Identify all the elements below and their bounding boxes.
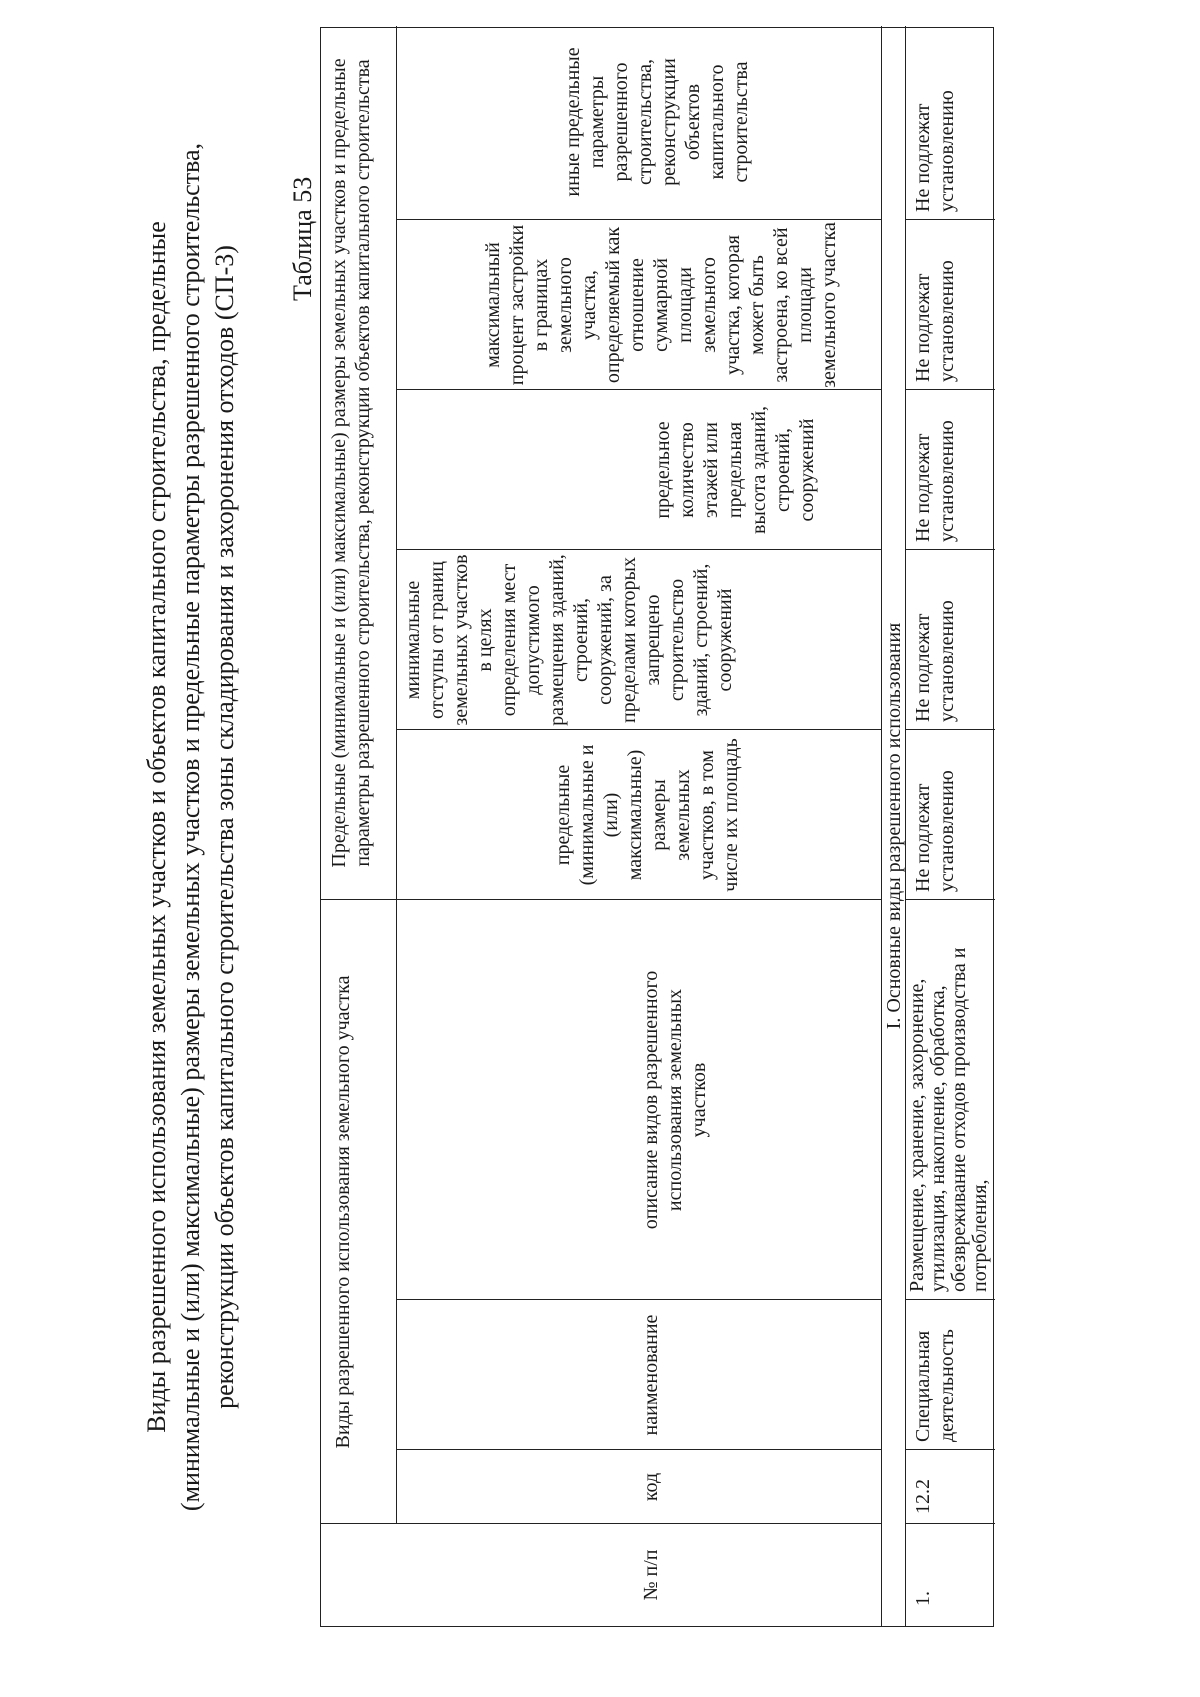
col-line-6b (905, 549, 995, 550)
col-line-5 (396, 729, 881, 730)
row-size: Не подлежат установлению (912, 770, 958, 892)
row-name: Специальная деятельность (912, 1329, 958, 1442)
section-title: I. Основные виды разрешенного использования (883, 622, 905, 1030)
title-line-2: (минимальные и (или) максимальные) размеры земельных участков и предельные параметры разрешенного строительства, (176, 142, 205, 1512)
header-param-floors: предельное количество этажей или предельная высота зданий, строений, сооружений (652, 405, 818, 535)
col-line-2 (396, 1449, 881, 1450)
title-line-1: Виды разрешенного использования земельных участков и объектов капитального строительства, предельные (142, 221, 171, 1433)
vri-group-line (396, 900, 397, 1524)
header-param-other: иные предельные параметры разрешенного строительства, реконструкции объектов капитального строительства (562, 47, 752, 197)
zoning-table (320, 27, 994, 1627)
header-param-size: предельные (минимальные и (или) максимальные) размеры земельных участков, в том числе их площадь (552, 738, 742, 892)
col-line-3b (905, 1299, 995, 1300)
col-line-1 (321, 1523, 881, 1524)
header-num: № п/п (640, 1549, 662, 1601)
col-line-8 (396, 219, 881, 220)
col-line-2b (905, 1449, 995, 1450)
col-line-5b (905, 729, 995, 730)
header-params-group: Предельные (минимальные и (или) максимальные) размеры земельных участков и предельные параметры разрешенного строительства, реконструкции объектов капитального строительства (328, 58, 374, 868)
header-param-coverage: максимальный процент застройки в границах земельного участка, определяемый как отношение суммарной площади земельного участка, которая может быть застроена, ко всей площади земельного участка (482, 222, 840, 388)
col-line-1b (905, 1523, 995, 1524)
col-line-4 (321, 899, 881, 900)
title-line-3: реконструкции объектов капитального строительства зоны складирования и захоронения отходов (СП-3) (210, 245, 239, 1409)
document-title (140, 107, 242, 1547)
col-line-6 (396, 549, 881, 550)
header-name: наименование (640, 1314, 662, 1436)
col-line-7 (396, 389, 881, 390)
col-line-3 (396, 1299, 881, 1300)
row-num: 1. (912, 1591, 934, 1606)
row-setback: Не подлежат установлению (912, 600, 958, 722)
params-group-line (396, 26, 397, 900)
col-line-8b (905, 219, 995, 220)
table-number: Таблица 53 (288, 176, 317, 301)
header-description: описание видов разрешенного использования земельных участков (640, 970, 710, 1230)
row-coverage: Не подлежат установлению (912, 260, 958, 382)
row-description: Размещение, хранение, захоронение, утилизация, накопление, обработка, обезвреживание отходов производства и потребления, (906, 947, 991, 1292)
col-line-4b (905, 899, 995, 900)
row-other: Не подлежат установлению (912, 90, 958, 212)
header-vri-group: Виды разрешенного использования земельного участка (332, 975, 354, 1449)
row-code: 12.2 (912, 1479, 934, 1514)
header-param-setback: минимальные отступы от границ земельных участков в целях определения мест допустимого размещения зданий, строений, сооружений, за пределами которых запрещено строительство зданий, строений, сооружений (402, 554, 736, 726)
header-code: код (640, 1472, 662, 1502)
col-line-7b (905, 389, 995, 390)
row-floors: Не подлежат установлению (912, 420, 958, 542)
